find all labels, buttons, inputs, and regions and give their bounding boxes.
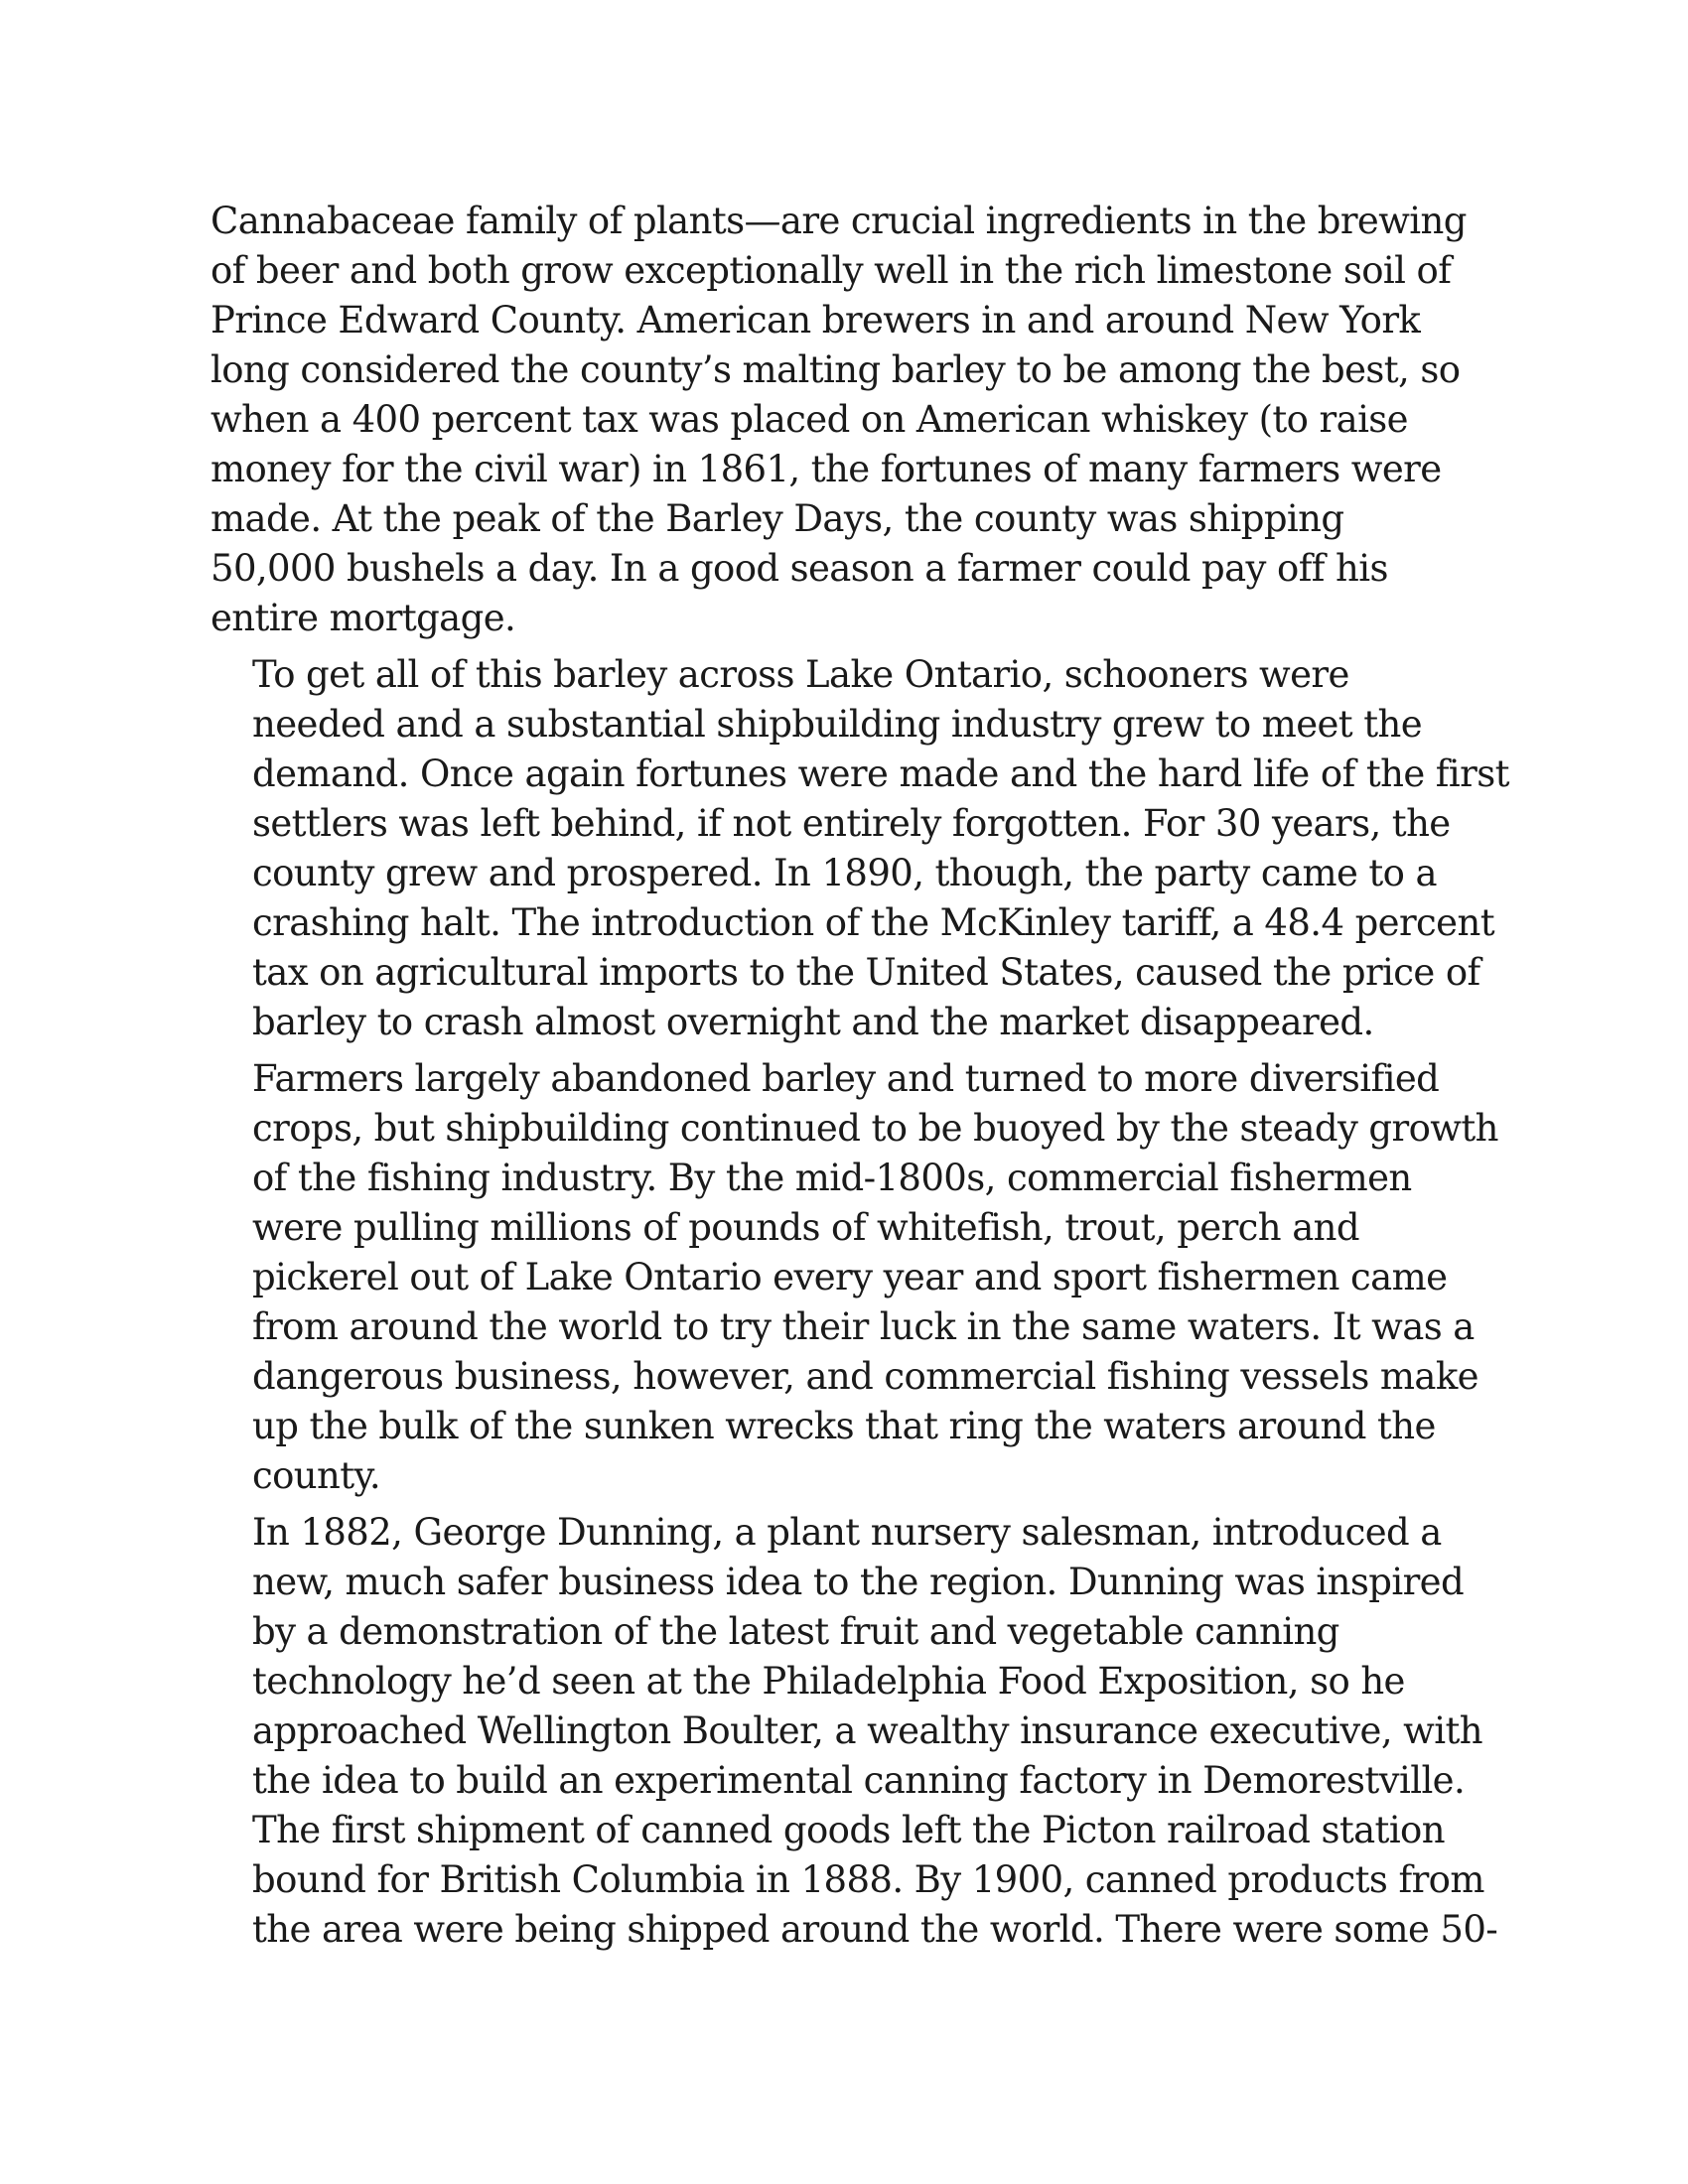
text-line: the idea to build an experimental canning factory in Demorestville. bbox=[252, 1759, 1466, 1802]
text-line: technology he’d seen at the Philadelphia Food Exposition, so he bbox=[252, 1660, 1405, 1703]
text-line: long considered the county’s malting barley to be among the best, so bbox=[211, 348, 1461, 391]
text-line: approached Wellington Boulter, a wealthy insurance executive, with bbox=[252, 1709, 1482, 1752]
text-line: of the fishing industry. By the mid-1800s, commercial fishermen bbox=[252, 1157, 1412, 1199]
text-line: barley to crash almost overnight and the market disappeared. bbox=[252, 1001, 1374, 1043]
text-line: In 1882, George Dunning, a plant nursery salesman, introduced a bbox=[252, 1511, 1442, 1554]
text-line: To get all of this barley across Lake Ontario, schooners were bbox=[252, 653, 1349, 696]
text-line: needed and a substantial shipbuilding industry grew to meet the bbox=[252, 703, 1423, 746]
text-line: new, much safer business idea to the region. Dunning was inspired bbox=[252, 1561, 1465, 1603]
paragraph-1 bbox=[211, 197, 1491, 643]
paragraph-2 bbox=[211, 650, 1509, 1047]
text-line: county grew and prospered. In 1890, though, the party came to a bbox=[252, 852, 1437, 894]
text-line: the area were being shipped around the world. There were some 50- bbox=[252, 1908, 1498, 1951]
text-line: crops, but shipbuilding continued to be buoyed by the steady growth bbox=[252, 1107, 1498, 1150]
text-line: dangerous business, however, and commercial fishing vessels make bbox=[252, 1355, 1478, 1398]
text-line: crashing halt. The introduction of the McKinley tariff, a 48.4 percent bbox=[252, 901, 1494, 944]
text-line: tax on agricultural imports to the United States, caused the price of bbox=[252, 951, 1480, 994]
text-line: up the bulk of the sunken wrecks that ring the waters around the bbox=[252, 1405, 1436, 1447]
text-line: demand. Once again fortunes were made and the hard life of the first bbox=[252, 752, 1509, 795]
text-line: from around the world to try their luck in the same waters. It was a bbox=[252, 1305, 1475, 1348]
text-line: of beer and both grow exceptionally well in the rich limestone soil of bbox=[211, 249, 1452, 292]
text-line: made. At the peak of the Barley Days, the county was shipping bbox=[211, 497, 1344, 540]
text-line: 50,000 bushels a day. In a good season a farmer could pay off his bbox=[211, 547, 1388, 590]
paragraph-4 bbox=[211, 1508, 1498, 1955]
text-line: by a demonstration of the latest fruit and vegetable canning bbox=[252, 1610, 1339, 1653]
paragraph-3 bbox=[211, 1054, 1498, 1501]
text-line: settlers was left behind, if not entirely forgotten. For 30 years, the bbox=[252, 802, 1451, 845]
text-line: Prince Edward County. American brewers in and around New York bbox=[211, 299, 1421, 341]
text-line: Farmers largely abandoned barley and turned to more diversified bbox=[252, 1057, 1440, 1100]
text-line: when a 400 percent tax was placed on American whiskey (to raise bbox=[211, 398, 1408, 441]
text-line: Cannabaceae family of plants—are crucial ingredients in the brewing bbox=[211, 200, 1467, 242]
text-line: pickerel out of Lake Ontario every year and sport fishermen came bbox=[252, 1256, 1448, 1298]
text-line: The first shipment of canned goods left the Picton railroad station bbox=[252, 1809, 1445, 1851]
text-line: bound for British Columbia in 1888. By 1900, canned products from bbox=[252, 1858, 1484, 1901]
text-line: money for the civil war) in 1861, the fortunes of many farmers were bbox=[211, 448, 1442, 490]
text-line: were pulling millions of pounds of whitefish, trout, perch and bbox=[252, 1206, 1359, 1249]
text-line: county. bbox=[252, 1454, 381, 1497]
text-line: entire mortgage. bbox=[211, 597, 516, 639]
page-body bbox=[211, 197, 1509, 1962]
